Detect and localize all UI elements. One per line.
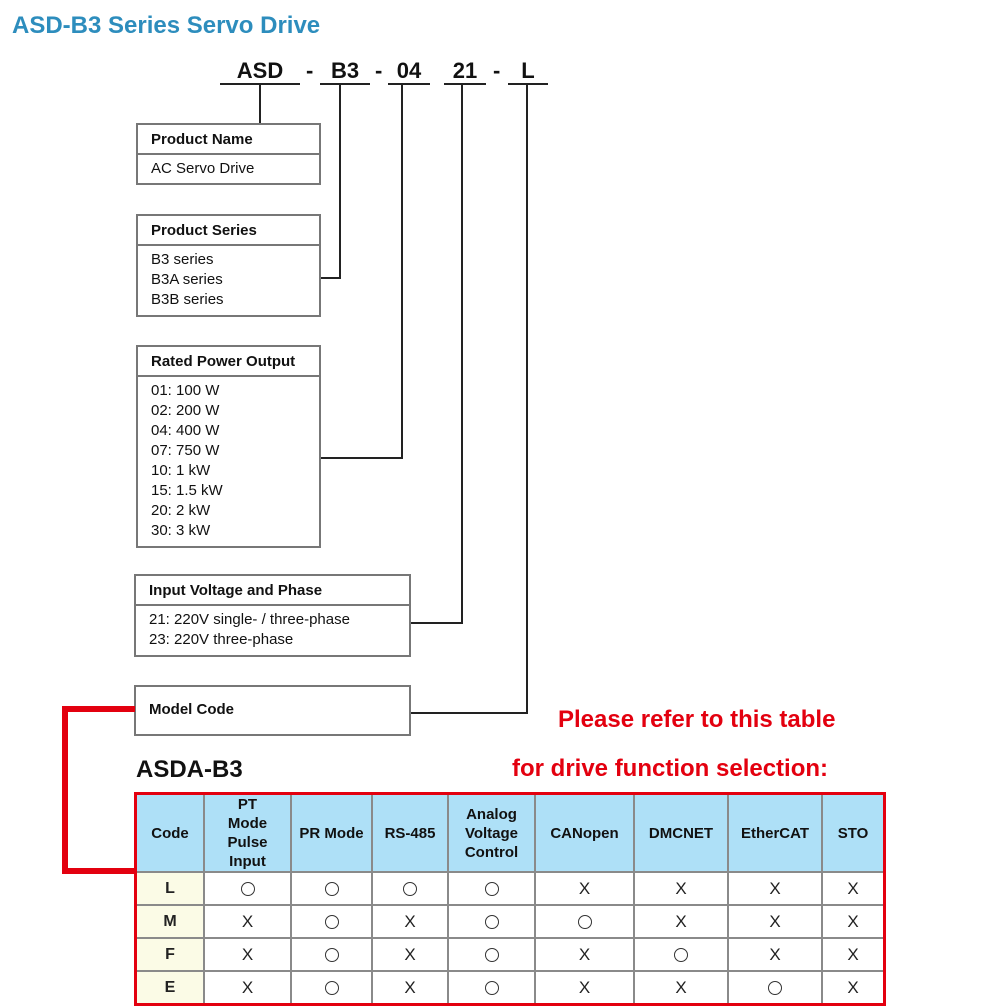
supported-icon [372, 872, 448, 905]
code-separator: - [306, 58, 314, 83]
unsupported-cell: X [634, 905, 728, 938]
code-part-power: 04 [396, 58, 422, 83]
connector-line [320, 457, 403, 459]
unsupported-cell: X [372, 938, 448, 971]
header-canopen: CANopen [535, 794, 634, 873]
header-pt-mode: PT Mode Pulse Input [204, 794, 291, 873]
table-row [136, 872, 885, 905]
box-line: 30: 3 kW [151, 522, 211, 539]
box-line: 20: 2 kW [151, 502, 211, 519]
circle-icon [674, 948, 688, 962]
unsupported-cell: X [728, 938, 822, 971]
box-line: 07: 750 W [151, 442, 220, 459]
box-header: Model Code [149, 701, 234, 718]
box-line: 10: 1 kW [151, 462, 211, 479]
connector-line [410, 712, 528, 714]
header-ethercat: EtherCAT [728, 794, 822, 873]
unsupported-cell: X [535, 872, 634, 905]
unsupported-cell: X [535, 938, 634, 971]
supported-icon [634, 938, 728, 971]
circle-icon [325, 882, 339, 896]
supported-icon [204, 872, 291, 905]
code-part-model: L [521, 58, 535, 83]
rated-power-box [136, 345, 321, 548]
code-part-asd: ASD [236, 58, 284, 83]
product-name-box [136, 123, 321, 185]
circle-icon [578, 915, 592, 929]
circle-icon [241, 882, 255, 896]
underline [508, 83, 548, 85]
supported-icon [291, 872, 372, 905]
header-analog: Analog Voltage Control [448, 794, 535, 873]
box-line: B3A series [151, 271, 223, 288]
box-line: 21: 220V single- / three-phase [149, 611, 350, 628]
unsupported-cell: X [822, 905, 885, 938]
supported-icon [448, 938, 535, 971]
unsupported-cell: X [372, 905, 448, 938]
code-cell: L [136, 872, 205, 905]
header-pr-mode: PR Mode [291, 794, 372, 873]
circle-icon [485, 981, 499, 995]
connector-line [339, 84, 341, 279]
unsupported-cell: X [204, 971, 291, 1005]
unsupported-cell: X [204, 905, 291, 938]
circle-icon [325, 948, 339, 962]
box-line: 01: 100 W [151, 382, 220, 399]
circle-icon [485, 948, 499, 962]
circle-icon [485, 915, 499, 929]
supported-icon [448, 971, 535, 1005]
unsupported-cell: X [204, 938, 291, 971]
code-part-series: B3 [330, 58, 360, 83]
table-row [136, 971, 885, 1005]
table-title: ASDA-B3 [136, 756, 243, 783]
code-part-voltage: 21 [452, 58, 478, 83]
box-line: B3B series [151, 291, 224, 308]
red-bracket [62, 868, 136, 874]
supported-icon [291, 971, 372, 1005]
connector-line [259, 84, 261, 124]
box-header: Product Series [138, 216, 319, 246]
page-title: ASD-B3 Series Servo Drive [12, 12, 321, 39]
supported-icon [535, 905, 634, 938]
table-row [136, 905, 885, 938]
model-code-box [134, 685, 411, 736]
supported-icon [728, 971, 822, 1005]
underline [388, 83, 430, 85]
supported-icon [291, 938, 372, 971]
code-cell: F [136, 938, 205, 971]
header-sto: STO [822, 794, 885, 873]
code-cell: M [136, 905, 205, 938]
box-header: Input Voltage and Phase [136, 576, 409, 606]
underline [320, 83, 370, 85]
supported-icon [448, 872, 535, 905]
box-header: Rated Power Output [138, 347, 319, 377]
input-voltage-box [134, 574, 411, 657]
supported-icon [291, 905, 372, 938]
unsupported-cell: X [634, 872, 728, 905]
header-dmcnet: DMCNET [634, 794, 728, 873]
unsupported-cell: X [822, 872, 885, 905]
circle-icon [768, 981, 782, 995]
box-line: AC Servo Drive [151, 160, 255, 177]
circle-icon [325, 981, 339, 995]
circle-icon [485, 882, 499, 896]
box-line: 23: 220V three-phase [149, 631, 294, 648]
code-separator: - [493, 58, 501, 83]
header-code: Code [136, 794, 205, 873]
unsupported-cell: X [535, 971, 634, 1005]
box-line: 02: 200 W [151, 402, 220, 419]
circle-icon [403, 882, 417, 896]
function-table [134, 792, 886, 1006]
connector-line [401, 84, 403, 459]
red-bracket [62, 706, 68, 874]
supported-icon [448, 905, 535, 938]
box-line: 15: 1.5 kW [151, 482, 223, 499]
note-line-1: Please refer to this table [558, 706, 836, 733]
connector-line [320, 277, 341, 279]
underline [444, 83, 486, 85]
table-row [136, 938, 885, 971]
connector-line [410, 622, 463, 624]
header-rs485: RS-485 [372, 794, 448, 873]
unsupported-cell: X [372, 971, 448, 1005]
product-series-box [136, 214, 321, 317]
box-header: Product Name [138, 125, 319, 155]
box-line: B3 series [151, 251, 214, 268]
unsupported-cell: X [728, 872, 822, 905]
red-bracket [62, 706, 135, 712]
connector-line [461, 84, 463, 624]
note-line-2: for drive function selection: [512, 755, 829, 782]
connector-line [526, 84, 528, 714]
code-separator: - [375, 58, 383, 83]
box-line: 04: 400 W [151, 422, 220, 439]
unsupported-cell: X [634, 971, 728, 1005]
unsupported-cell: X [822, 971, 885, 1005]
unsupported-cell: X [822, 938, 885, 971]
code-cell: E [136, 971, 205, 1005]
circle-icon [325, 915, 339, 929]
unsupported-cell: X [728, 905, 822, 938]
table-header-row [136, 794, 885, 873]
